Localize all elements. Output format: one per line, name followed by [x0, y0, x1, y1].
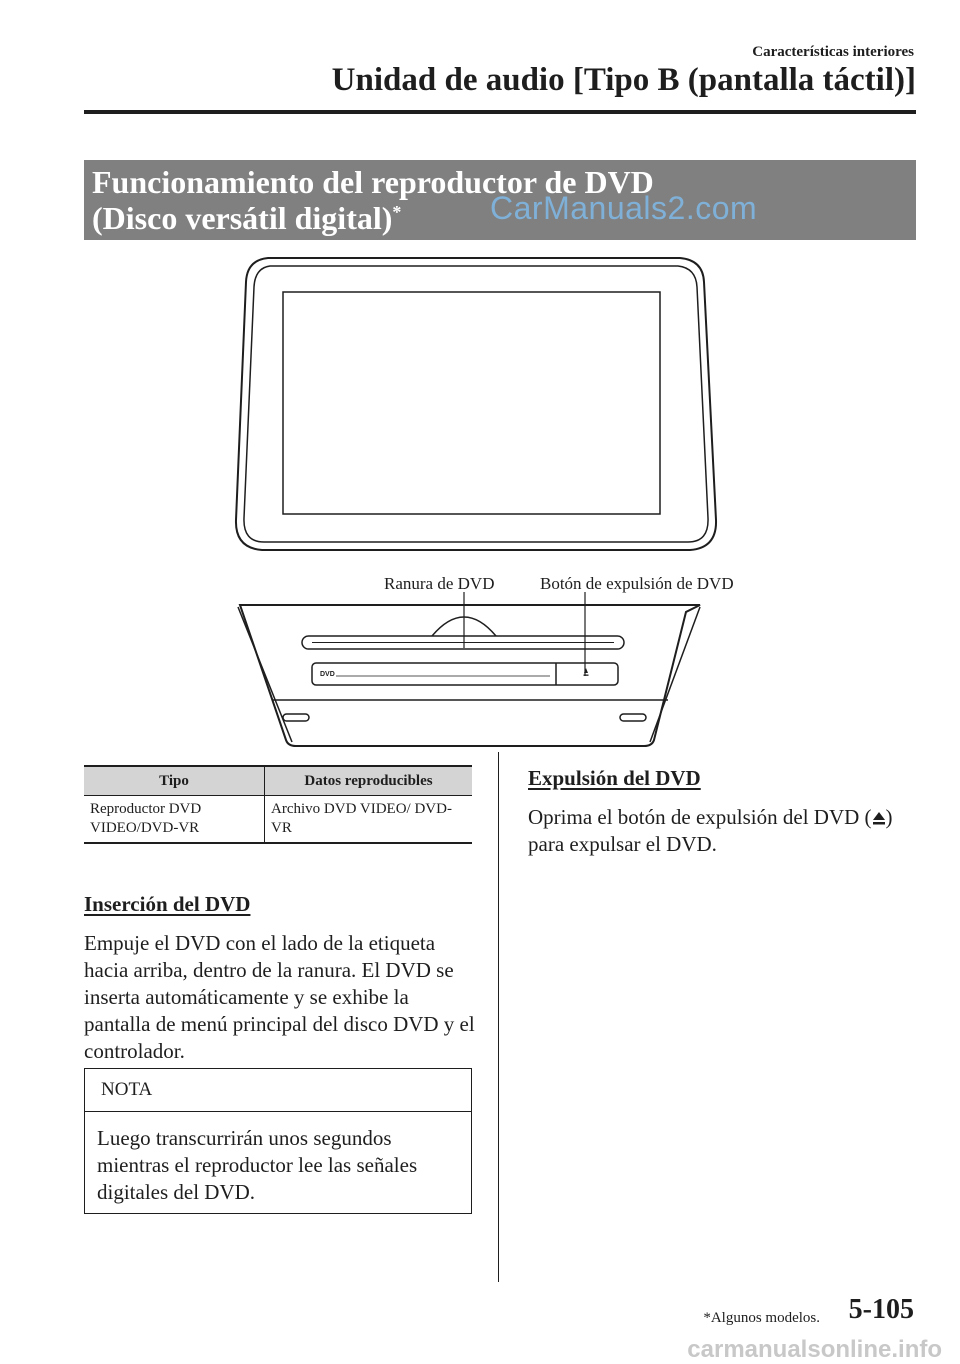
expulsion-text-after: ) para expulsar el DVD. [528, 805, 893, 856]
footnote-asterisk: * [392, 202, 402, 222]
page-number: 5-105 [848, 1294, 914, 1325]
nota-title: NOTA [101, 1079, 153, 1100]
banner-title-line2-text: (Disco versátil digital) [92, 200, 393, 236]
audio-panel [238, 605, 700, 746]
playable-data-table [84, 765, 472, 844]
table-header-tipo: Tipo [84, 766, 265, 796]
table-row [84, 796, 472, 844]
section-title: Características interiores [752, 44, 914, 60]
banner-title-line2 [92, 200, 401, 237]
right-indicator [620, 714, 646, 721]
table-header-datos: Datos reproducibles [265, 766, 473, 796]
banner-title-line1: Funcionamiento del reproductor de DVD [92, 164, 654, 200]
table-cell: Archivo DVD VIDEO/ DVD-VR [265, 796, 473, 844]
insercion-text: Empuje el DVD con el lado de la etiqueta hacia arriba, dentro de la ranura. El DVD se inserta automáticamente y se exhibe la pantalla de menú principal del disco DVD y el controlador. [84, 931, 475, 1063]
nota-divider [85, 1111, 471, 1112]
topic-banner [84, 160, 916, 240]
nota-text: Luego transcurrirán unos segundos mientras el reproductor lee las señales digitales del DVD. [97, 1126, 418, 1204]
callout-eject-button: Botón de expulsión de DVD [540, 574, 734, 593]
callout-dvd-slot: Ranura de DVD [384, 574, 495, 593]
eject-button [584, 668, 589, 676]
dvd-logo: DVD [320, 671, 335, 678]
expulsion-heading: Expulsión del DVD [528, 766, 701, 790]
display-screen [236, 258, 716, 550]
left-indicator [283, 714, 309, 721]
watermark-text: CarManuals2.com [490, 190, 758, 226]
eject-icon [872, 810, 886, 826]
site-watermark: carmanualsonline.info [687, 1336, 942, 1363]
dvd-unit-illustration [0, 250, 960, 750]
nota-box [84, 1068, 472, 1214]
expulsion-text [528, 804, 918, 858]
expulsion-text-before: Oprima el botón de expulsión del DVD ( [528, 805, 872, 829]
table-cell: Reproductor DVD VIDEO/DVD-VR [84, 796, 265, 844]
column-divider [498, 752, 499, 1282]
page-title: Unidad de audio [Tipo B (pantalla táctil)] [331, 62, 916, 98]
table-header-row [84, 766, 472, 796]
insercion-heading: Inserción del DVD [84, 892, 251, 916]
footnote: *Algunos modelos. [703, 1310, 820, 1326]
header-divider [84, 110, 916, 114]
